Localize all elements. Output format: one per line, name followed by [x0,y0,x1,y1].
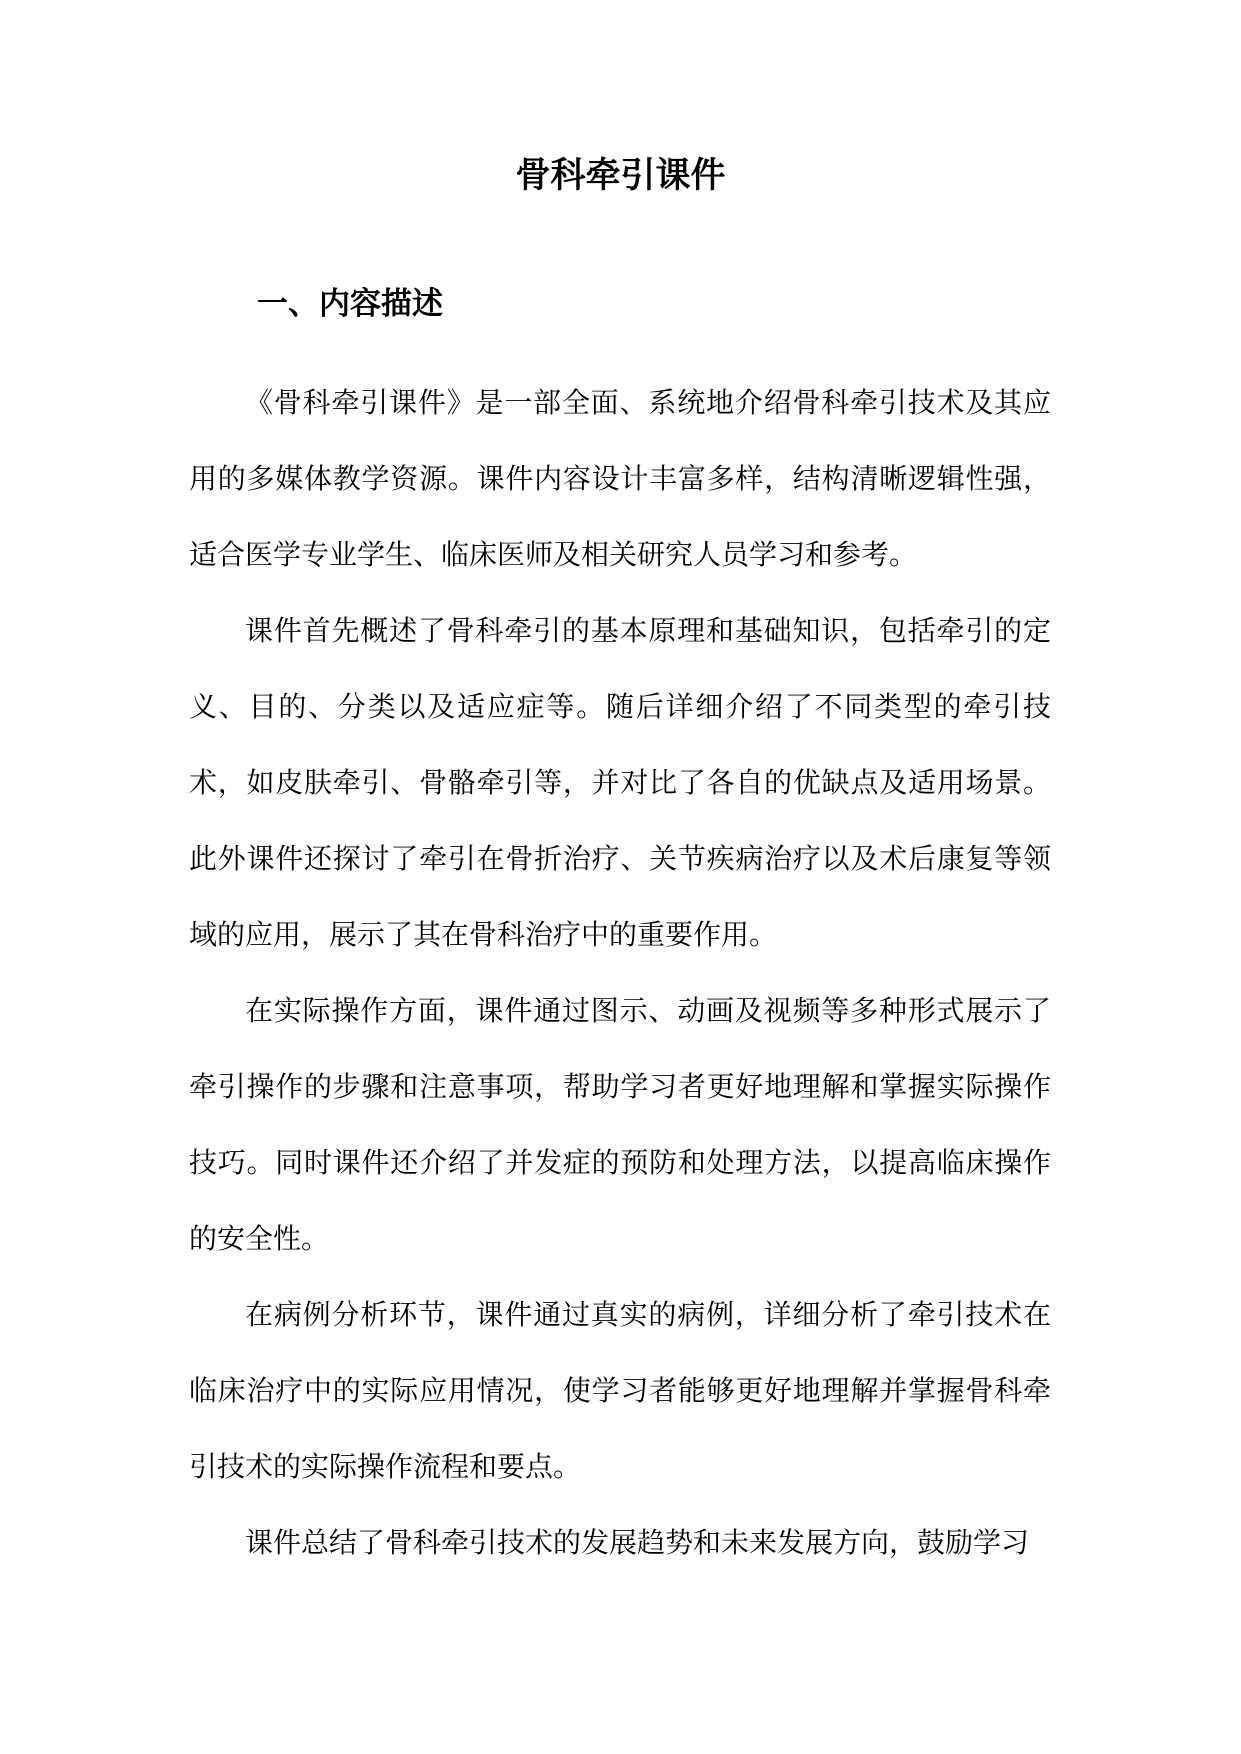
section-heading: 一、内容描述 [257,286,443,322]
paragraph-overview: 课件首先概述了骨科牵引的基本原理和基础知识，包括牵引的定义、目的、分类以及适应症等。随后详细介绍了不同类型的牵引技术，如皮肤牵引、骨骼牵引等，并对比了各自的优缺点及适用场景。此外课件还探讨了牵引在骨折治疗、关节疾病治疗以及术后康复等领域的应用，展示了其在骨科治疗中的重要作用。 [189,614,1051,951]
document-title: 骨科牵引课件 [515,156,726,196]
paragraph-case-analysis: 在病例分析环节，课件通过真实的病例，详细分析了牵引技术在临床治疗中的实际应用情况，使学习者能够更好地理解并掌握骨科牵引技术的实际操作流程和要点。 [189,1298,1051,1483]
paragraph-summary: 课件总结了骨科牵引技术的发展趋势和未来发展方向，鼓励学习 [245,1526,1030,1559]
paragraph-practice: 在实际操作方面，课件通过图示、动画及视频等多种形式展示了牵引操作的步骤和注意事项，帮助学习者更好地理解和掌握实际操作技巧。同时课件还介绍了并发症的预防和处理方法，以提高临床操作的安全性。 [189,994,1051,1255]
section-body [189,365,1051,1581]
paragraph-intro: 《骨科牵引课件》是一部全面、系统地介绍骨科牵引技术及其应用的多媒体教学资源。课件内容设计丰富多样，结构清晰逻辑性强，适合医学专业学生、临床医师及相关研究人员学习和参考。 [189,386,1051,571]
